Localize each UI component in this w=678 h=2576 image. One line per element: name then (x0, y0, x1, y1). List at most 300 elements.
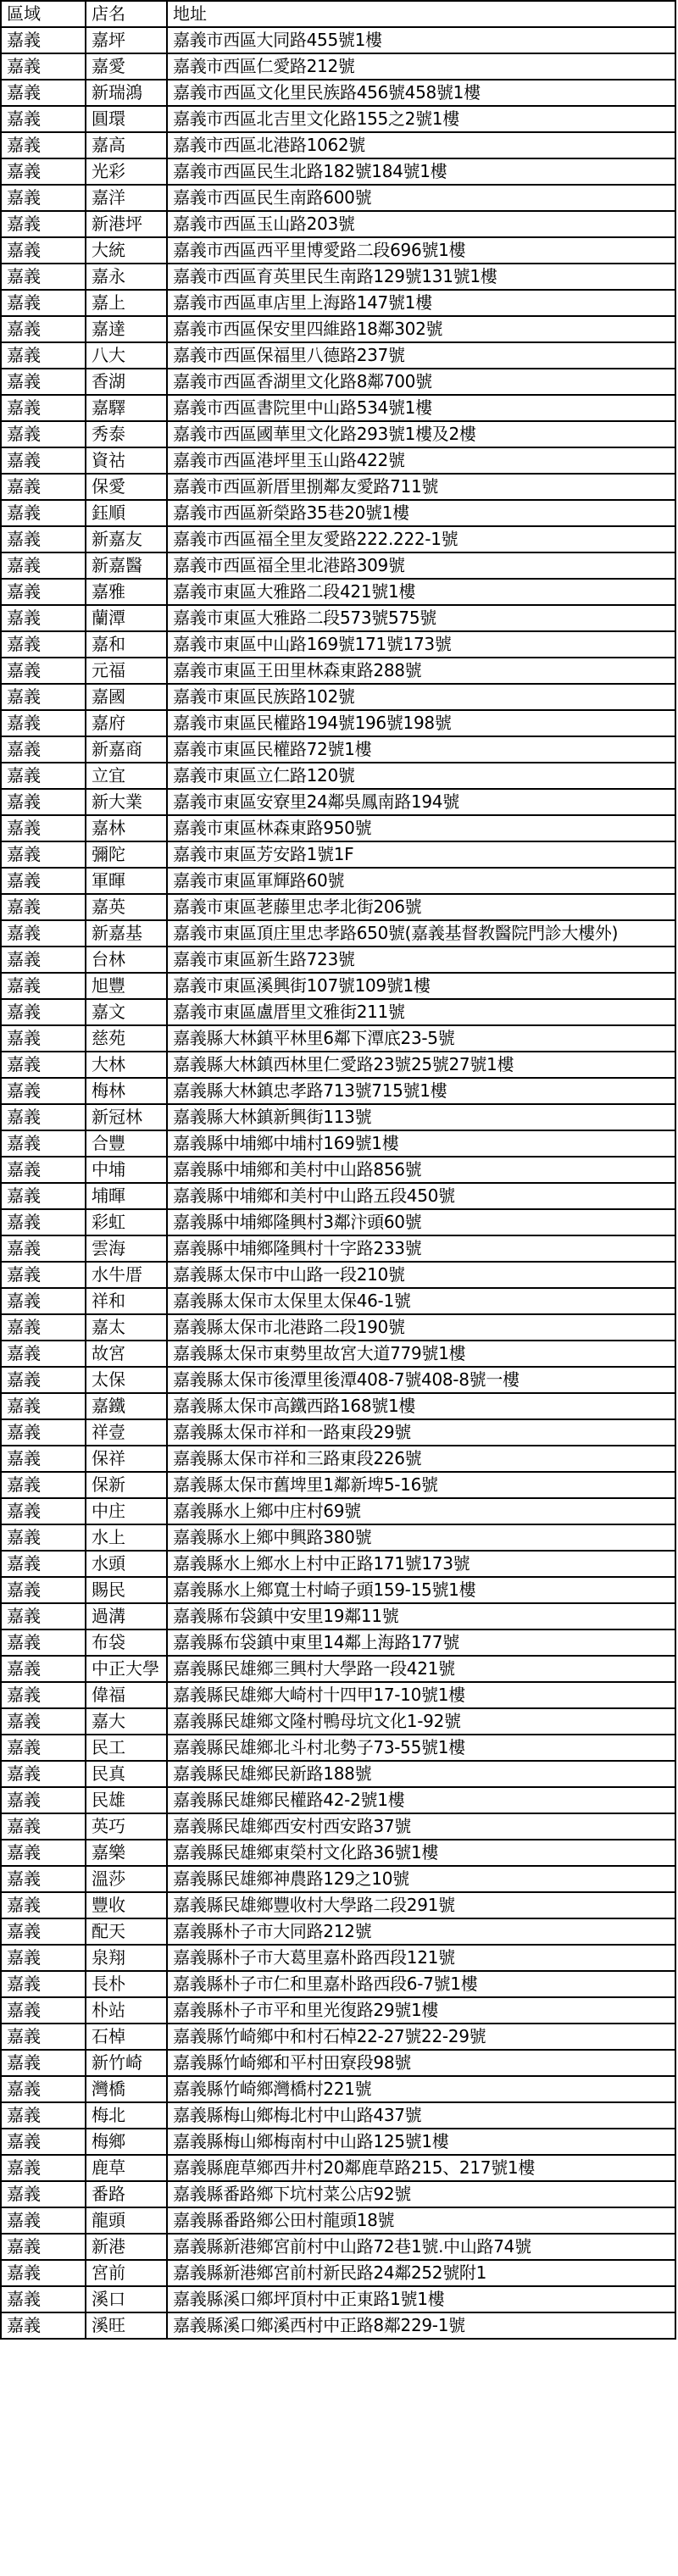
address-cell: 嘉義市東區林森東路950號 (167, 815, 675, 841)
table-row (1, 1524, 675, 1551)
table-row (1, 763, 675, 789)
store-name-cell: 朴站 (86, 1997, 167, 2024)
area-cell: 嘉義 (1, 868, 86, 894)
table-row (1, 1918, 675, 1945)
table-row (1, 1262, 675, 1288)
area-cell: 嘉義 (1, 1104, 86, 1130)
table-row (1, 2286, 675, 2312)
store-name-cell: 賜民 (86, 1577, 167, 1603)
store-name-cell: 新港 (86, 2234, 167, 2260)
address-cell: 嘉義縣水上鄉寬士村崎子頭159-15號1樓 (167, 1577, 675, 1603)
area-cell: 嘉義 (1, 2102, 86, 2129)
address-cell: 嘉義市西區新厝里捌鄰友愛路711號 (167, 474, 675, 500)
area-cell: 嘉義 (1, 1813, 86, 1840)
store-name-cell: 資祜 (86, 447, 167, 474)
area-cell: 嘉義 (1, 1472, 86, 1498)
table-row (1, 53, 675, 80)
store-name-cell: 嘉府 (86, 710, 167, 736)
table-row (1, 1971, 675, 1997)
store-name-cell: 嘉坪 (86, 27, 167, 53)
area-cell: 嘉義 (1, 369, 86, 395)
table-row (1, 1209, 675, 1235)
table-row (1, 1892, 675, 1918)
table-row (1, 447, 675, 474)
table-row (1, 1078, 675, 1104)
area-cell: 嘉義 (1, 1735, 86, 1761)
area-cell: 嘉義 (1, 1341, 86, 1367)
table-row (1, 658, 675, 684)
area-cell: 嘉義 (1, 237, 86, 264)
address-cell: 嘉義市西區保福里八德路237號 (167, 342, 675, 369)
area-cell: 嘉義 (1, 316, 86, 342)
area-cell: 嘉義 (1, 1892, 86, 1918)
table-row (1, 1603, 675, 1629)
area-cell: 嘉義 (1, 395, 86, 421)
table-row (1, 1551, 675, 1577)
address-cell: 嘉義市東區軍輝路60號 (167, 868, 675, 894)
area-cell: 嘉義 (1, 2155, 86, 2181)
store-name-cell: 嘉國 (86, 684, 167, 710)
header-store-name: 店名 (86, 1, 167, 27)
store-name-cell: 嘉上 (86, 290, 167, 316)
area-cell: 嘉義 (1, 27, 86, 53)
address-cell: 嘉義市東區民權路194號196號198號 (167, 710, 675, 736)
table-row (1, 1419, 675, 1446)
table-row (1, 395, 675, 421)
store-name-cell: 嘉樂 (86, 1840, 167, 1866)
address-cell: 嘉義縣太保市北港路二段190號 (167, 1314, 675, 1341)
area-cell: 嘉義 (1, 841, 86, 868)
store-name-cell: 新嘉友 (86, 526, 167, 552)
store-name-cell: 嘉雅 (86, 579, 167, 605)
store-name-cell: 太保 (86, 1367, 167, 1393)
address-cell: 嘉義縣朴子市大同路212號 (167, 1918, 675, 1945)
area-cell: 嘉義 (1, 2181, 86, 2207)
store-name-cell: 新瑞鴻 (86, 80, 167, 106)
table-row (1, 1997, 675, 2024)
table-row (1, 1393, 675, 1419)
area-cell: 嘉義 (1, 605, 86, 631)
address-cell: 嘉義縣朴子市大葛里嘉朴路西段121號 (167, 1945, 675, 1971)
address-cell: 嘉義市西區港坪里玉山路422號 (167, 447, 675, 474)
store-name-cell: 過溝 (86, 1603, 167, 1629)
header-address: 地址 (167, 1, 675, 27)
store-name-cell: 故宮 (86, 1341, 167, 1367)
area-cell: 嘉義 (1, 736, 86, 763)
area-cell: 嘉義 (1, 947, 86, 973)
store-name-cell: 石棹 (86, 2024, 167, 2050)
table-row (1, 1708, 675, 1735)
table-row (1, 1052, 675, 1078)
table-row (1, 1130, 675, 1157)
address-cell: 嘉義市西區大同路455號1樓 (167, 27, 675, 53)
store-name-cell: 中正大學 (86, 1656, 167, 1682)
address-cell: 嘉義縣番路鄉公田村龍頭18號 (167, 2207, 675, 2234)
area-cell: 嘉義 (1, 710, 86, 736)
table-row (1, 27, 675, 53)
table-row (1, 264, 675, 290)
area-cell: 嘉義 (1, 552, 86, 579)
store-name-cell: 新大業 (86, 789, 167, 815)
table-row (1, 1025, 675, 1052)
area-cell: 嘉義 (1, 211, 86, 237)
area-cell: 嘉義 (1, 579, 86, 605)
store-name-cell: 祥壹 (86, 1419, 167, 1446)
store-name-cell: 番路 (86, 2181, 167, 2207)
store-name-cell: 嘉達 (86, 316, 167, 342)
table-row (1, 894, 675, 920)
table-row (1, 947, 675, 973)
area-cell: 嘉義 (1, 1577, 86, 1603)
area-cell: 嘉義 (1, 1682, 86, 1708)
area-cell: 嘉義 (1, 973, 86, 999)
address-cell: 嘉義市東區立仁路120號 (167, 763, 675, 789)
area-cell: 嘉義 (1, 2076, 86, 2102)
store-name-cell: 香湖 (86, 369, 167, 395)
table-row (1, 185, 675, 211)
area-cell: 嘉義 (1, 1025, 86, 1052)
address-cell: 嘉義縣民雄鄉三興村大學路一段421號 (167, 1656, 675, 1682)
address-cell: 嘉義市東區大雅路二段421號1樓 (167, 579, 675, 605)
address-cell: 嘉義市西區北吉里文化路155之2號1樓 (167, 106, 675, 132)
area-cell: 嘉義 (1, 1314, 86, 1341)
table-row (1, 1735, 675, 1761)
area-cell: 嘉義 (1, 1840, 86, 1866)
store-name-cell: 慈苑 (86, 1025, 167, 1052)
store-name-cell: 元福 (86, 658, 167, 684)
area-cell: 嘉義 (1, 1761, 86, 1787)
table-row (1, 1577, 675, 1603)
table-row (1, 999, 675, 1025)
table-row (1, 631, 675, 658)
table-row (1, 316, 675, 342)
area-cell: 嘉義 (1, 264, 86, 290)
table-row (1, 1656, 675, 1682)
address-cell: 嘉義市西區國華里文化路293號1樓及2樓 (167, 421, 675, 447)
header-area: 區域 (1, 1, 86, 27)
area-cell: 嘉義 (1, 1209, 86, 1235)
address-cell: 嘉義市西區文化里民族路456號458號1樓 (167, 80, 675, 106)
area-cell: 嘉義 (1, 1419, 86, 1446)
address-cell: 嘉義縣水上鄉中庄村69號 (167, 1498, 675, 1524)
area-cell: 嘉義 (1, 2234, 86, 2260)
address-cell: 嘉義縣新港鄉宮前村新民路24鄰252號附1 (167, 2260, 675, 2286)
table-row (1, 552, 675, 579)
table-row (1, 1813, 675, 1840)
store-name-cell: 英巧 (86, 1813, 167, 1840)
area-cell: 嘉義 (1, 421, 86, 447)
area-cell: 嘉義 (1, 763, 86, 789)
address-cell: 嘉義縣鹿草鄉西井村20鄰鹿草路215、217號1樓 (167, 2155, 675, 2181)
store-name-cell: 水上 (86, 1524, 167, 1551)
table-row (1, 80, 675, 106)
table-row (1, 2181, 675, 2207)
store-name-cell: 秀泰 (86, 421, 167, 447)
area-cell: 嘉義 (1, 1918, 86, 1945)
table-row (1, 1761, 675, 1787)
area-cell: 嘉義 (1, 2207, 86, 2234)
store-name-cell: 偉福 (86, 1682, 167, 1708)
store-name-cell: 埔暉 (86, 1183, 167, 1209)
store-name-cell: 彌陀 (86, 841, 167, 868)
area-cell: 嘉義 (1, 53, 86, 80)
store-name-cell: 保祥 (86, 1446, 167, 1472)
store-name-cell: 新嘉基 (86, 920, 167, 947)
address-cell: 嘉義縣番路鄉下坑村菜公店92號 (167, 2181, 675, 2207)
area-cell: 嘉義 (1, 1551, 86, 1577)
address-cell: 嘉義縣新港鄉宮前村中山路72巷1號.中山路74號 (167, 2234, 675, 2260)
address-cell: 嘉義縣梅山鄉梅北村中山路437號 (167, 2102, 675, 2129)
store-name-cell: 嘉文 (86, 999, 167, 1025)
area-cell: 嘉義 (1, 1157, 86, 1183)
table-row (1, 1629, 675, 1656)
address-cell: 嘉義縣大林鎮忠孝路713號715號1樓 (167, 1078, 675, 1104)
area-cell: 嘉義 (1, 1997, 86, 2024)
table-row (1, 421, 675, 447)
store-name-cell: 保愛 (86, 474, 167, 500)
table-row (1, 369, 675, 395)
table-row (1, 106, 675, 132)
store-name-cell: 民真 (86, 1761, 167, 1787)
store-name-cell: 水頭 (86, 1551, 167, 1577)
area-cell: 嘉義 (1, 789, 86, 815)
store-name-cell: 梅林 (86, 1078, 167, 1104)
table-row (1, 2024, 675, 2050)
area-cell: 嘉義 (1, 2024, 86, 2050)
area-cell: 嘉義 (1, 342, 86, 369)
table-row (1, 1235, 675, 1262)
area-cell: 嘉義 (1, 1288, 86, 1314)
store-name-cell: 新嘉商 (86, 736, 167, 763)
store-name-cell: 布袋 (86, 1629, 167, 1656)
table-row (1, 2129, 675, 2155)
area-cell: 嘉義 (1, 1656, 86, 1682)
store-name-cell: 溪旺 (86, 2312, 167, 2339)
address-cell: 嘉義市西區福全里友愛路222.222-1號 (167, 526, 675, 552)
area-cell: 嘉義 (1, 132, 86, 158)
table-row (1, 1472, 675, 1498)
table-row (1, 1183, 675, 1209)
area-cell: 嘉義 (1, 999, 86, 1025)
area-cell: 嘉義 (1, 1183, 86, 1209)
table-row (1, 605, 675, 631)
address-cell: 嘉義縣中埔鄉和美村中山路856號 (167, 1157, 675, 1183)
store-name-cell: 新嘉醫 (86, 552, 167, 579)
table-row (1, 868, 675, 894)
store-name-cell: 梅鄉 (86, 2129, 167, 2155)
address-cell: 嘉義縣竹崎鄉中和村石棹22-27號22-29號 (167, 2024, 675, 2050)
store-name-cell: 嘉洋 (86, 185, 167, 211)
area-cell: 嘉義 (1, 1446, 86, 1472)
table-row (1, 1682, 675, 1708)
store-name-cell: 泉翔 (86, 1945, 167, 1971)
address-cell: 嘉義市東區盧厝里文雅街211號 (167, 999, 675, 1025)
area-cell: 嘉義 (1, 1393, 86, 1419)
store-name-cell: 嘉高 (86, 132, 167, 158)
store-name-cell: 嘉大 (86, 1708, 167, 1735)
address-cell: 嘉義縣竹崎鄉灣橋村221號 (167, 2076, 675, 2102)
address-cell: 嘉義縣太保市中山路一段210號 (167, 1262, 675, 1288)
area-cell: 嘉義 (1, 1524, 86, 1551)
area-cell: 嘉義 (1, 1367, 86, 1393)
area-cell: 嘉義 (1, 1130, 86, 1157)
address-cell: 嘉義市東區民族路102號 (167, 684, 675, 710)
address-cell: 嘉義市東區芳安路1號1F (167, 841, 675, 868)
store-name-cell: 嘉愛 (86, 53, 167, 80)
area-cell: 嘉義 (1, 815, 86, 841)
area-cell: 嘉義 (1, 1262, 86, 1288)
store-name-cell: 龍頭 (86, 2207, 167, 2234)
address-cell: 嘉義縣民雄鄉民新路188號 (167, 1761, 675, 1787)
store-name-cell: 嘉英 (86, 894, 167, 920)
area-cell: 嘉義 (1, 1971, 86, 1997)
address-cell: 嘉義縣大林鎮新興街113號 (167, 1104, 675, 1130)
area-cell: 嘉義 (1, 920, 86, 947)
store-name-cell: 蘭潭 (86, 605, 167, 631)
area-cell: 嘉義 (1, 1708, 86, 1735)
area-cell: 嘉義 (1, 474, 86, 500)
address-cell: 嘉義縣中埔鄉隆興村十字路233號 (167, 1235, 675, 1262)
area-cell: 嘉義 (1, 500, 86, 526)
table-row (1, 1367, 675, 1393)
store-name-cell: 嘉林 (86, 815, 167, 841)
table-row (1, 2155, 675, 2181)
store-name-cell: 灣橋 (86, 2076, 167, 2102)
table-row (1, 500, 675, 526)
address-cell: 嘉義市東區民權路72號1樓 (167, 736, 675, 763)
store-name-cell: 立宜 (86, 763, 167, 789)
address-cell: 嘉義縣大林鎮西林里仁愛路23號25號27號1樓 (167, 1052, 675, 1078)
address-cell: 嘉義縣太保市祥和一路東段29號 (167, 1419, 675, 1446)
area-cell: 嘉義 (1, 290, 86, 316)
address-cell: 嘉義縣太保市東勢里故宮大道779號1樓 (167, 1341, 675, 1367)
table-row (1, 2234, 675, 2260)
table-row (1, 1446, 675, 1472)
address-cell: 嘉義縣大林鎮平林里6鄰下潭底23-5號 (167, 1025, 675, 1052)
table-row (1, 290, 675, 316)
table-row (1, 920, 675, 947)
store-name-cell: 祥和 (86, 1288, 167, 1314)
store-name-cell: 宮前 (86, 2260, 167, 2286)
area-cell: 嘉義 (1, 658, 86, 684)
store-name-cell: 雲海 (86, 1235, 167, 1262)
address-cell: 嘉義市東區荖藤里忠孝北街206號 (167, 894, 675, 920)
store-name-cell: 溪口 (86, 2286, 167, 2312)
address-cell: 嘉義縣民雄鄉大崎村十四甲17-10號1樓 (167, 1682, 675, 1708)
address-cell: 嘉義縣太保市高鐵西路168號1樓 (167, 1393, 675, 1419)
area-cell: 嘉義 (1, 526, 86, 552)
table-row (1, 1787, 675, 1813)
store-name-cell: 梅北 (86, 2102, 167, 2129)
area-cell: 嘉義 (1, 2312, 86, 2339)
store-name-cell: 嘉太 (86, 1314, 167, 1341)
table-row (1, 132, 675, 158)
address-cell: 嘉義市西區民生南路600號 (167, 185, 675, 211)
table-row (1, 2312, 675, 2339)
table-row (1, 526, 675, 552)
address-cell: 嘉義市西區育英里民生南路129號131號1樓 (167, 264, 675, 290)
store-name-cell: 鈺順 (86, 500, 167, 526)
store-name-cell: 圓環 (86, 106, 167, 132)
table-row (1, 342, 675, 369)
store-name-cell: 長朴 (86, 1971, 167, 1997)
store-name-cell: 保新 (86, 1472, 167, 1498)
area-cell: 嘉義 (1, 185, 86, 211)
address-cell: 嘉義縣民雄鄉西安村西安路37號 (167, 1813, 675, 1840)
store-name-cell: 八大 (86, 342, 167, 369)
address-cell: 嘉義縣竹崎鄉和平村田寮段98號 (167, 2050, 675, 2076)
area-cell: 嘉義 (1, 447, 86, 474)
store-name-cell: 台林 (86, 947, 167, 973)
area-cell: 嘉義 (1, 1787, 86, 1813)
address-cell: 嘉義市西區車店里上海路147號1樓 (167, 290, 675, 316)
address-cell: 嘉義縣中埔鄉和美村中山路五段450號 (167, 1183, 675, 1209)
table-row (1, 1498, 675, 1524)
address-cell: 嘉義縣溪口鄉溪西村中正路8鄰229-1號 (167, 2312, 675, 2339)
table-row (1, 2102, 675, 2129)
area-cell: 嘉義 (1, 1498, 86, 1524)
address-cell: 嘉義縣太保市舊埤里1鄰新埤5-16號 (167, 1472, 675, 1498)
area-cell: 嘉義 (1, 1945, 86, 1971)
table-row (1, 1866, 675, 1892)
address-cell: 嘉義縣民雄鄉北斗村北勢子73-55號1樓 (167, 1735, 675, 1761)
address-cell: 嘉義縣水上鄉中興路380號 (167, 1524, 675, 1551)
table-row (1, 474, 675, 500)
address-cell: 嘉義市東區中山路169號171號173號 (167, 631, 675, 658)
address-cell: 嘉義市東區大雅路二段573號575號 (167, 605, 675, 631)
area-cell: 嘉義 (1, 106, 86, 132)
address-cell: 嘉義市東區新生路723號 (167, 947, 675, 973)
area-cell: 嘉義 (1, 2260, 86, 2286)
address-cell: 嘉義縣中埔鄉隆興村3鄰汴頭60號 (167, 1209, 675, 1235)
area-cell: 嘉義 (1, 1235, 86, 1262)
table-body (1, 27, 675, 2339)
table-row (1, 211, 675, 237)
address-cell: 嘉義市東區頂庄里忠孝路650號(嘉義基督教醫院門診大樓外) (167, 920, 675, 947)
store-name-cell: 豐收 (86, 1892, 167, 1918)
area-cell: 嘉義 (1, 684, 86, 710)
area-cell: 嘉義 (1, 1052, 86, 1078)
address-cell: 嘉義縣民雄鄉東榮村文化路36號1樓 (167, 1840, 675, 1866)
store-name-cell: 中庄 (86, 1498, 167, 1524)
address-cell: 嘉義市西區新榮路35巷20號1樓 (167, 500, 675, 526)
store-name-cell: 鹿草 (86, 2155, 167, 2181)
store-name-cell: 旭豐 (86, 973, 167, 999)
table-row (1, 1945, 675, 1971)
area-cell: 嘉義 (1, 1629, 86, 1656)
store-name-cell: 嘉鐵 (86, 1393, 167, 1419)
table-header-row (1, 1, 675, 27)
store-name-cell: 溫莎 (86, 1866, 167, 1892)
table-row (1, 973, 675, 999)
table-row (1, 1840, 675, 1866)
address-cell: 嘉義市西區北港路1062號 (167, 132, 675, 158)
address-cell: 嘉義市西區仁愛路212號 (167, 53, 675, 80)
table-row (1, 1288, 675, 1314)
table-row (1, 2260, 675, 2286)
area-cell: 嘉義 (1, 2050, 86, 2076)
area-cell: 嘉義 (1, 158, 86, 185)
table-row (1, 789, 675, 815)
address-cell: 嘉義縣民雄鄉豐收村大學路二段291號 (167, 1892, 675, 1918)
store-name-cell: 水牛厝 (86, 1262, 167, 1288)
address-cell: 嘉義縣民雄鄉神農路129之10號 (167, 1866, 675, 1892)
table-row (1, 158, 675, 185)
address-cell: 嘉義縣朴子市平和里光復路29號1樓 (167, 1997, 675, 2024)
table-row (1, 841, 675, 868)
table-row (1, 1314, 675, 1341)
address-cell: 嘉義縣民雄鄉文隆村鴨母坑文化1-92號 (167, 1708, 675, 1735)
